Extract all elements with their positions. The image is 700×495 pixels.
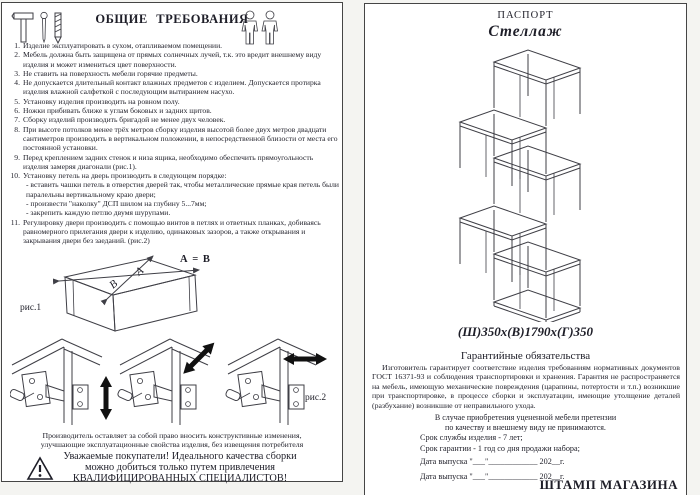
passport-page (364, 3, 687, 495)
requirement-item-3 (5, 69, 339, 78)
requirement-number: 4. (14, 78, 20, 88)
requirement-text: Установку петель на дверь производить в следующем порядке: (23, 171, 227, 181)
passport-heading: ПАСПОРТ (497, 10, 554, 21)
release-date-line-2: Дата выпуска "___"____________ 202__г. (420, 472, 565, 481)
requirement-number: 5. (14, 96, 20, 106)
requirement-item-6 (5, 106, 339, 115)
requirement-subitem-10-2: - произвести "наколку" ДСП шилом на глубину 5...7мм; (26, 199, 207, 209)
requirement-text: Не ставить на поверхность мебели горячие предметы. (23, 68, 198, 78)
diagonal-equation: А = В (180, 254, 210, 265)
diagonal-b-label: В (107, 277, 121, 292)
requirement-number: 1. (14, 41, 20, 50)
service-life: Срок службы изделия - 7 лет; (420, 433, 523, 442)
shelf-unit-drawing (427, 46, 627, 322)
requirement-number: 6. (14, 106, 20, 116)
warning-line2: можно добиться только путем привлечения (84, 461, 276, 473)
page-title: ОБЩИЕ ТРЕБОВАНИЯ (95, 12, 249, 26)
requirement-text: Сборку изделий производить бригадой не менее двух человек. (23, 115, 226, 125)
warning-line1: Уважаемые покупатели! Идеального качества сборки (63, 451, 297, 462)
requirement-text: Регулировку двери производить с помощью винтов в петлях и ответных планках, добиваясь равномерного прилегания двери к изделию, одинаковых зазоров, а также открывания и закрывания двери без заеданий. (рис.2) (23, 217, 321, 246)
figure-1-label: рис.1 (20, 303, 42, 313)
product-name: Стеллаж (488, 23, 563, 40)
requirement-text: Ножки прибивать ближе к углам боковых и задних щитов. (23, 106, 212, 116)
warranty-title: Гарантийные обязательства (460, 350, 591, 362)
requirement-item-7 (5, 115, 339, 124)
discount-note-line1: В случае приобретения уцененной мебели претензии (434, 413, 617, 422)
requirement-item-10 (5, 171, 339, 180)
requirement-item-11 (5, 218, 339, 246)
requirement-number: 7. (14, 115, 20, 125)
customer-warning (22, 452, 338, 484)
warranty-period: Срок гарантии - 1 год со дня продажи набора; (420, 444, 580, 453)
requirement-item-1 (5, 41, 339, 50)
figure-2-label: рис.2 (305, 393, 327, 403)
requirement-text: Изделие эксплуатировать в сухом, отапливаемом помещении. (23, 41, 223, 50)
requirement-item-9 (5, 153, 339, 172)
figure-2-hinge-drawings (10, 333, 336, 429)
requirement-item-4 (5, 78, 339, 97)
requirement-number: 8. (14, 124, 20, 134)
requirement-text: Не допускается длительный контакт влажных предметов с изделием. Допускается протирка изделия влажной салфеткой с последующим вытиранием насухо. (23, 78, 321, 97)
manufacturer-note-line2: улучшающие эксплуатационные свойства изделия, без извещения потребителя (40, 440, 304, 449)
requirement-item-8 (5, 125, 339, 153)
diagonal-a-label: А (133, 264, 147, 279)
warranty-text: Изготовитель гарантирует соответствие изделия требованиям нормативных документов ГОСТ 16371-93 и соблюдения транспортировки и хранения. Гарантия не распространяется на мебель, имеющую механические повреждения (царапины, потертости и т.п.) возникшие при транспортировке, в процессе сборки и эксплуатации, имеющие утолщение деталей (разбухание) возникшие от неправильного ухода. (372, 363, 680, 410)
requirement-item-5 (5, 97, 339, 106)
figure-1-diagonals-drawing (47, 249, 207, 337)
product-dimensions: (Ш)350х(В)1790х(Г)350 (457, 324, 594, 339)
requirement-number: 9. (14, 152, 20, 162)
discount-note-line2: по качеству и внешнему виду не принимаются. (445, 423, 606, 432)
manufacturer-note (2, 431, 342, 449)
requirement-number: 11. (10, 217, 20, 227)
general-requirements-page (1, 2, 343, 482)
requirement-text: При высоте потолков менее трёх метров сборку изделия высотой более двух метров двадцати сантиметров производить в вертикальном положении, в непосредственной близости от места его постоянной установки. (23, 124, 338, 153)
requirement-subitem-10-3: - закрепить каждую петлю двумя шурупами. (26, 208, 171, 218)
requirement-text: Установку изделия производить на ровном полу. (23, 96, 180, 106)
requirements-list (5, 41, 339, 246)
requirement-item-2 (5, 50, 339, 69)
requirement-text: Мебель должна быть защищена от прямых солнечных лучей, т.к. это вредит внешнему виду изделия и может измениться цвет поверхности. (23, 50, 322, 69)
store-stamp-label: ШТАМП МАГАЗИНА (539, 477, 678, 492)
requirement-number: 10. (10, 171, 20, 181)
requirement-subitem-10-1: - вставить чашки петель в отверстия дверей так, чтобы металлические прямые края петель были паралельны вертикальному краю двери; (26, 180, 339, 199)
requirement-number: 2. (14, 50, 20, 60)
release-date-line-1: Дата выпуска "___"____________ 202__г. (420, 457, 565, 466)
requirement-text: Перед креплением задних стенок и низа ящика, необходимо обеспечить прямоугольность изделия замеряя диагонали (рис.1). (23, 152, 314, 171)
requirement-number: 3. (14, 68, 20, 78)
manufacturer-note-line1: Производитель оставляет за собой право вносить конструктивные изменения, (42, 431, 302, 440)
warning-line3: КВАЛИФИЦИРОВАННЫХ СПЕЦИАЛИСТОВ! (72, 472, 288, 484)
